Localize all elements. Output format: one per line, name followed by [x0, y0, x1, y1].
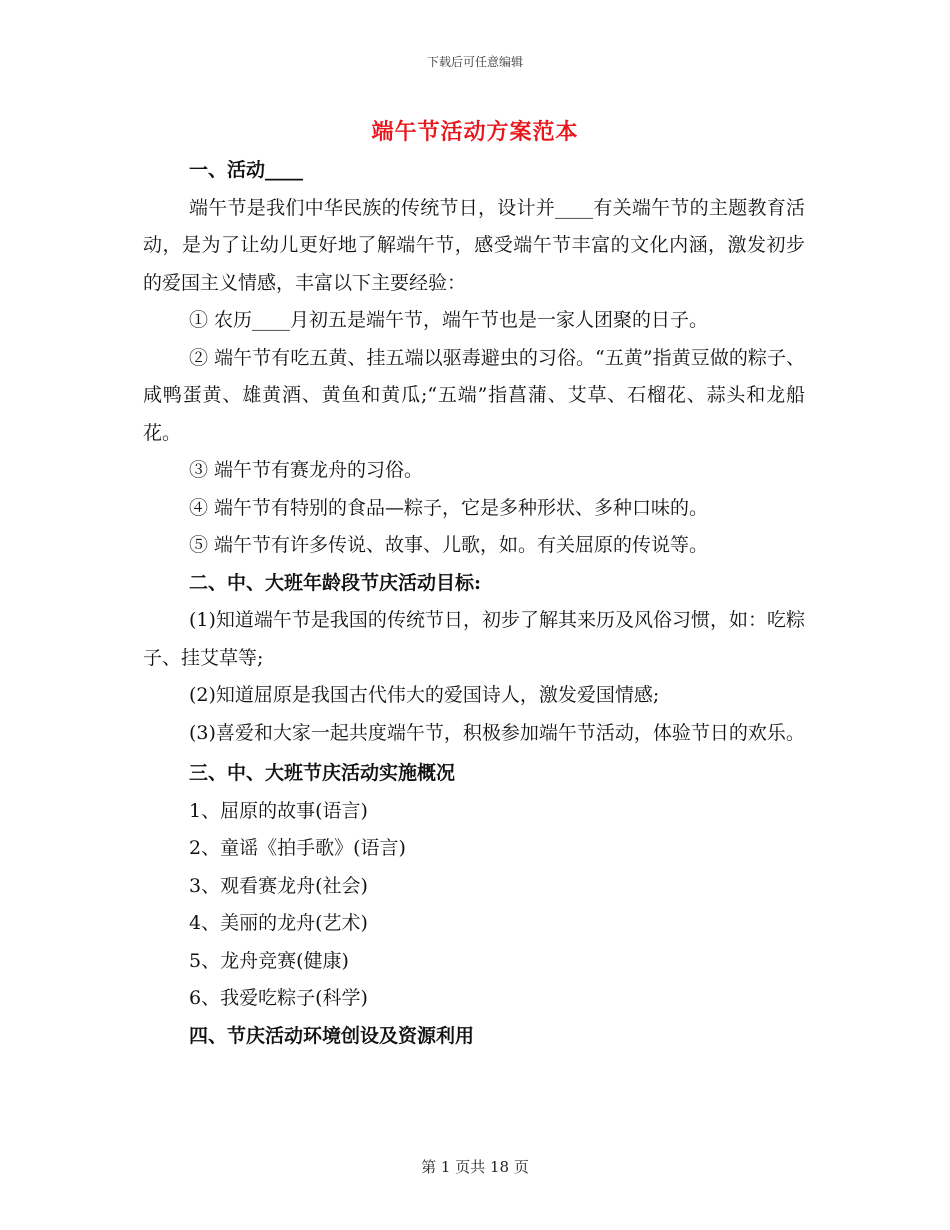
list-item: ② 端午节有吃五黄、挂五端以驱毒避虫的习俗。“五黄”指黄豆做的粽子、咸鸭蛋黄、雄黄酒、黄鱼和黄瓜;“五端”指菖蒲、艾草、石榴花、蒜头和龙船花。 [143, 346, 805, 444]
list-item: ③ 端午节有赛龙舟的习俗。 [189, 459, 424, 481]
activity-item: 3、观看赛龙舟(社会) [189, 874, 368, 897]
activity-item: 2、童谣《拍手歌》(语言) [189, 837, 406, 859]
document-body [143, 152, 805, 1055]
activity-item: 4、美丽的龙舟(艺术) [189, 912, 368, 934]
list-item: ④ 端午节有特别的食品—粽子，它是多种形状、多种口味的。 [189, 496, 709, 519]
page-footer: 第 1 页共 18 页 [421, 1158, 529, 1176]
section-3-heading: 三、中、大班节庆活动实施概况 [189, 762, 456, 784]
list-item: ⑤ 端午节有许多传说、故事、儿歌，如。有关屈原的传说等。 [189, 534, 709, 556]
list-item: ① 农历____月初五是端午节，端午节也是一家人团聚的日子。 [189, 309, 709, 331]
goal-item: (1)知道端午节是我国的传统节日，初步了解其来历及风俗习惯，如：吃粽子、挂艾草等; [143, 609, 805, 669]
goal-item: (2)知道屈原是我国古代伟大的爱国诗人，激发爱国情感; [189, 684, 660, 706]
activity-item: 5、龙舟竞赛(健康) [189, 949, 349, 972]
header-note: 下载后可任意编辑 [426, 55, 523, 69]
section-1-heading: 一、活动____ [189, 159, 304, 181]
activity-item: 1、屈原的故事(语言) [189, 799, 368, 822]
section-2-heading: 二、中、大班年龄段节庆活动目标: [189, 571, 482, 594]
section-4-heading: 四、节庆活动环境创设及资源利用 [189, 1024, 475, 1047]
section-1-intro: 端午节是我们中华民族的传统节日，设计并____有关端午节的主题教育活动，是为了让幼儿更好地了解端午节，感受端午节丰富的文化内涵，激发初步的爱国主义情感，丰富以下主要经验： [143, 196, 805, 294]
activity-item: 6、我爱吃粽子(科学) [189, 987, 368, 1009]
document-title: 端午节活动方案范本 [371, 119, 579, 145]
goal-item: (3)喜爱和大家一起共度端午节，积极参加端午节活动，体验节日的欢乐。 [189, 721, 805, 744]
